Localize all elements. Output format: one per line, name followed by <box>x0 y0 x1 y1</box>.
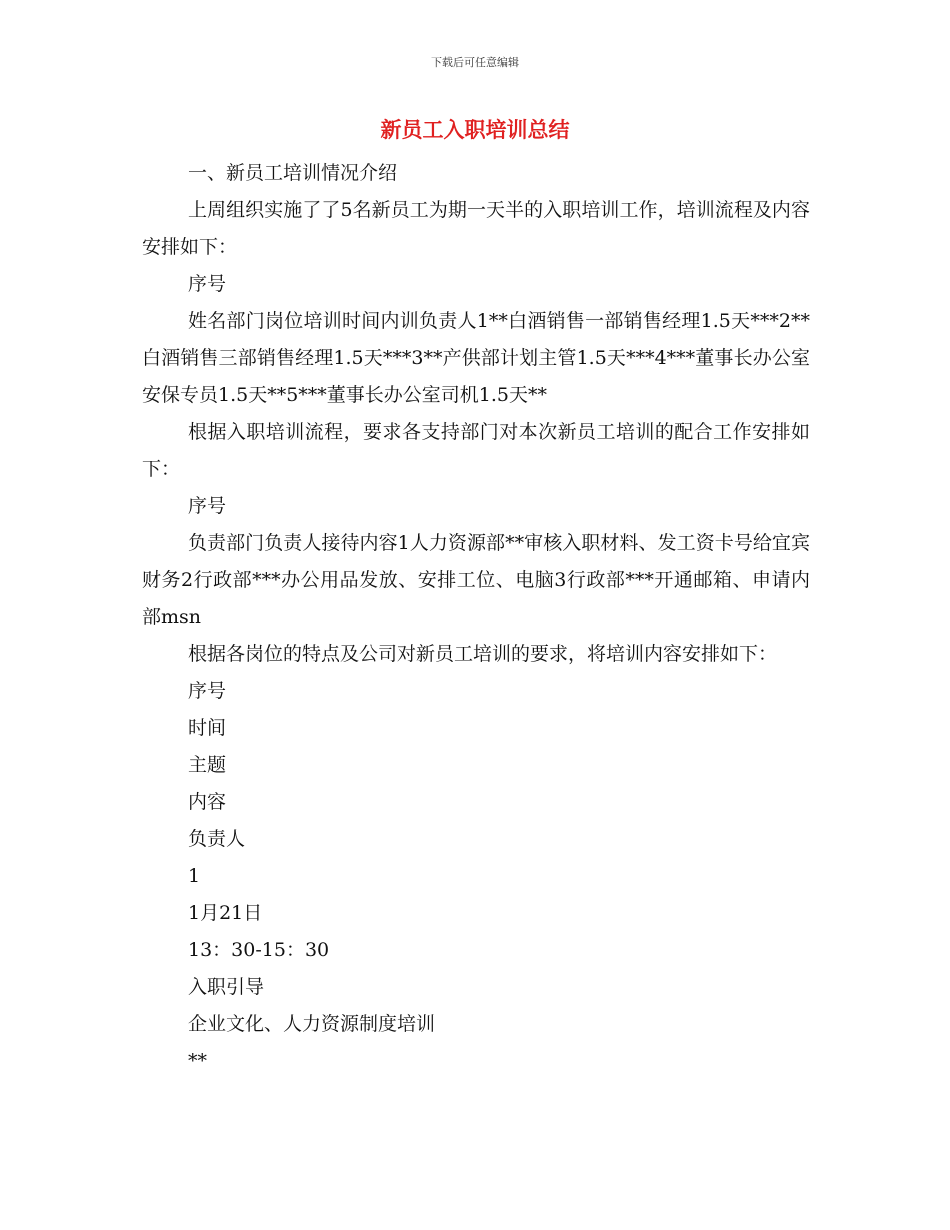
paragraph: ** <box>188 1050 207 1072</box>
paragraph: 入职引导 <box>188 976 265 998</box>
paragraph: 序号 <box>188 273 227 295</box>
paragraph: 主题 <box>188 754 227 776</box>
paragraph: 根据入职培训流程，要求各支持部门对本次新员工培训的配合工作安排如下： <box>142 421 810 480</box>
paragraph: 时间 <box>188 717 227 739</box>
paragraph: 根据各岗位的特点及公司对新员工培训的要求，将培训内容安排如下： <box>188 643 778 665</box>
paragraph: 负责人 <box>188 828 246 850</box>
paragraph: 姓名部门岗位培训时间内训负责人1**白酒销售一部销售经理1.5天***2**白酒销售三部销售经理1.5天***3**产供部计划主管1.5天***4***董事长办公室安保专员1.5天**5***董事长办公室司机1.5天** <box>142 310 810 406</box>
paragraph: 1 <box>188 865 201 887</box>
paragraph: 1月21日 <box>188 902 263 924</box>
paragraph: 负责部门负责人接待内容1人力资源部**审核入职材料、发工资卡号给宜宾财务2行政部***办公用品发放、安排工位、电脑3行政部***开通邮箱、申请内部msn <box>142 532 810 628</box>
document-title: 新员工入职培训总结 <box>380 118 570 142</box>
paragraph: 序号 <box>188 680 227 702</box>
document-body <box>142 155 810 1080</box>
paragraph: 内容 <box>188 791 227 813</box>
paragraph: 上周组织实施了了5名新员工为期一天半的入职培训工作，培训流程及内容安排如下： <box>142 199 810 258</box>
paragraph: 企业文化、人力资源制度培训 <box>188 1013 436 1035</box>
header-note: 下载后可任意编辑 <box>431 56 519 69</box>
paragraph: 序号 <box>188 495 227 517</box>
paragraph: 一、新员工培训情况介绍 <box>188 162 398 184</box>
paragraph: 13：30-15：30 <box>188 939 330 961</box>
